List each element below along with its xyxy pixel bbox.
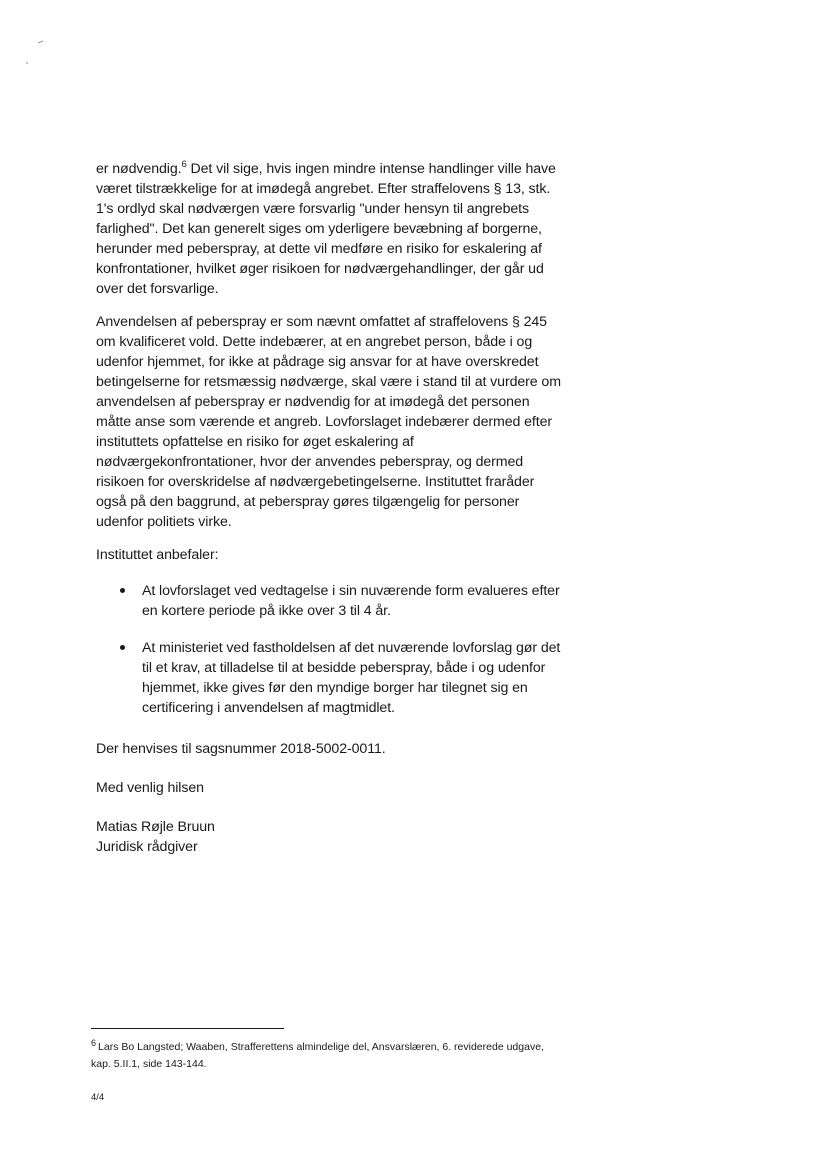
footnote-divider — [91, 1028, 284, 1029]
footnote — [91, 1039, 561, 1073]
bullet-icon — [120, 588, 125, 593]
closing-greeting: Med venlig hilsen — [96, 780, 204, 796]
letter-body — [96, 159, 566, 857]
signature-block — [96, 817, 566, 857]
signature-name: Matias Røjle Bruun — [96, 819, 215, 835]
footnote-number: 6 — [91, 1038, 97, 1048]
footnote-text: Lars Bo Langsted; Waaben, Strafferettens almindelige del, Ansvarslæren, 6. reviderede udgave, kap. 5.II.1, side 143-144. — [91, 1041, 544, 1070]
paragraph-necessity — [96, 159, 566, 299]
list-item — [96, 638, 562, 718]
signature-title: Juridisk rådgiver — [96, 839, 198, 855]
footnote-reference[interactable]: 6 — [181, 159, 187, 170]
case-reference: Der henvises til sagsnummer 2018-5002-0011. — [96, 741, 386, 757]
bullet-icon — [120, 645, 125, 650]
list-item-text: At lovforslaget ved vedtagelse i sin nuværende form evalueres efter en kortere periode på ikke over 3 til 4 år. — [142, 583, 560, 619]
paragraph-pepper-spray: Anvendelsen af peberspray er som nævnt omfattet af straffelovens § 245 om kvalificeret vold. Dette indebærer, at en angrebet person, både i og udenfor hjemmet, for ikke at pådrage sig ansvar for at have overskredet betingelserne for retsmæssig nødværge, skal være i stand til at vurdere om anvendelsen af peberspray er nødvendig for at imødegå det personen måtte anse som værende et angreb. Lovforslaget indebærer dermed efter instituttets opfattelse en risiko for øget eskalering af nødværgekonfrontationer, hvor der anvendes peberspray, og dermed risikoen for overskridelse af nødværgebetingelserne. Instituttet fraråder også på den baggrund, at peberspray gøres tilgængelig for personer udenfor politiets virke. — [96, 314, 561, 530]
recommendations-list — [96, 581, 566, 718]
page-number: 4/4 — [91, 1092, 105, 1103]
paragraph-text: er nødvendig. — [96, 161, 182, 177]
scan-specks — [24, 38, 54, 78]
list-item-text: At ministeriet ved fastholdelsen af det nuværende lovforslag gør det til et krav, at tilladelse til at besidde peberspray, både i og udenfor hjemmet, ikke gives før den myndige borger har tilegnet sig en certificering i anvendelsen af magtmidlet. — [142, 640, 561, 716]
list-item — [96, 581, 562, 621]
paragraph-text: Det vil sige, hvis ingen mindre intense handlinger ville have været tilstrækkelige for at imødegå angrebet. Efter straffelovens § 13, stk. 1's ordlyd skal nødværgen være forsvarlig "under hensyn til angrebets farlighed". Det kan generelt siges om yderligere bevæbning af borgerne, herunder med peberspray, at dette vil medføre en risiko for eskalering af konfrontationer, hvilket øger risikoen for nødværgehandlinger, der går ud over det forsvarlige. — [96, 161, 556, 297]
recommendations-intro: Instituttet anbefaler: — [96, 547, 219, 563]
